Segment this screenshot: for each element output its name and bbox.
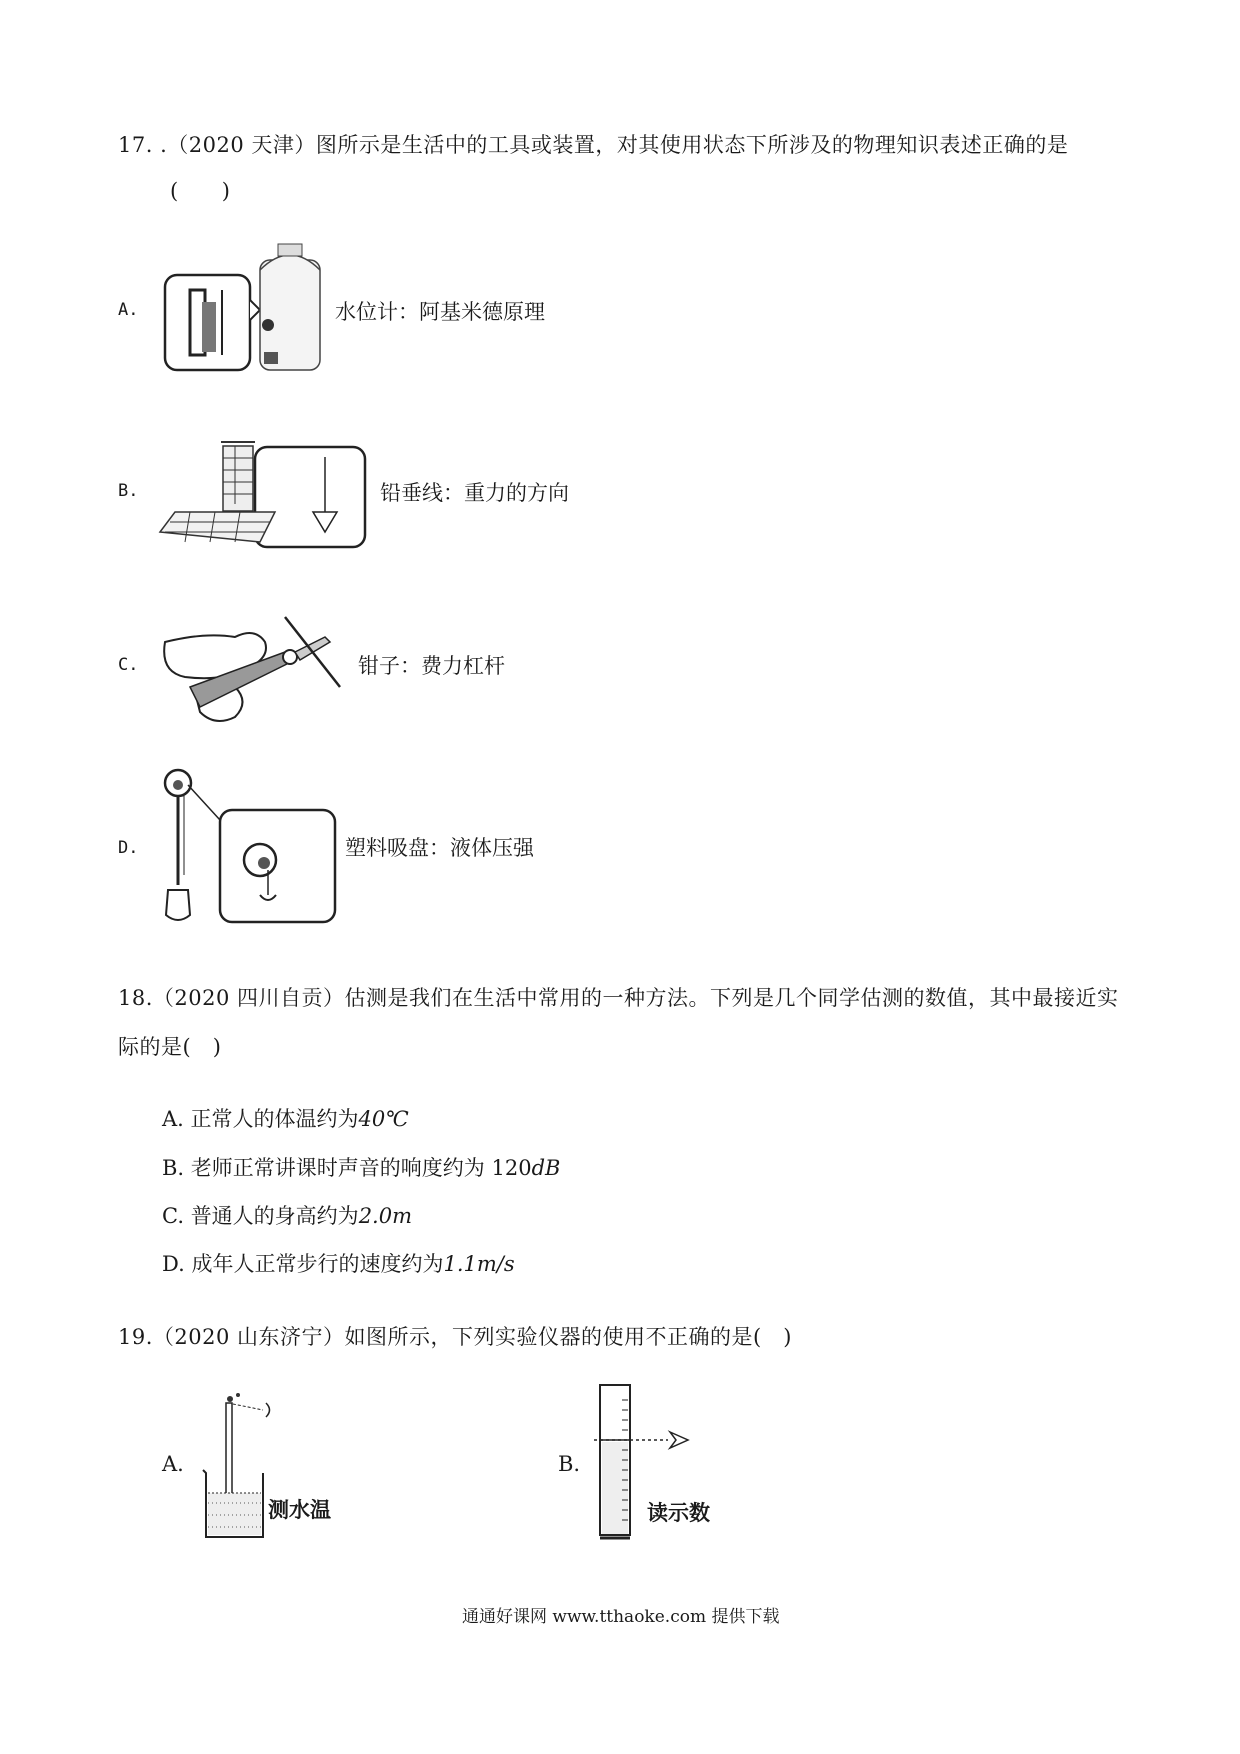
q18-option-d-value: 1.1m/s — [443, 1252, 515, 1276]
q18-option-b-text: 老师正常讲课时声音的响度约为 120 — [190, 1156, 532, 1180]
plumb-line-figure — [155, 432, 375, 557]
q19-option-b-letter: B. — [558, 1452, 581, 1476]
q18-option-b-letter: B. — [162, 1156, 185, 1180]
q17-blank: ( ) — [170, 179, 231, 203]
q18-option-a — [162, 1103, 409, 1133]
q19-stem: 19.（2020 山东济宁）如图所示，下列实验仪器的使用不正确的是( ) — [118, 1325, 792, 1349]
q17-option-c-text: 钳子：费力杠杆 — [358, 654, 505, 678]
q18-option-a-letter: A. — [162, 1107, 184, 1131]
q18-option-d — [162, 1248, 515, 1278]
pliers-figure — [155, 612, 355, 732]
q18-option-d-letter: D. — [162, 1252, 185, 1276]
q19-option-a-caption: 测水温 — [268, 1498, 331, 1522]
q18-option-b — [162, 1152, 560, 1182]
q18-option-c-text: 普通人的身高约为 — [190, 1204, 359, 1228]
q19-option-a-letter: A. — [162, 1452, 184, 1476]
q19-option-b-caption: 读示数 — [647, 1501, 710, 1525]
q18-option-c-letter: C. — [162, 1204, 184, 1228]
q18-stem-line-1: 18.（2020 四川自贡）估测是我们在生活中常用的一种方法。下列是几个同学估测的数值，其中最接近实 — [118, 986, 1119, 1010]
q18-option-a-text: 正常人的体温约为 — [190, 1107, 359, 1131]
q17-option-c-letter: C. — [118, 655, 139, 675]
q17-stem: 17. .（2020 天津）图所示是生活中的工具或装置，对其使用状态下所涉及的物理知识表述正确的是 — [118, 133, 1069, 157]
q17-option-d-text: 塑料吸盘：液体压强 — [345, 836, 534, 860]
q18-option-b-value: dB — [531, 1156, 561, 1180]
q18-option-a-value: 40℃ — [358, 1107, 409, 1131]
q18-option-c — [162, 1200, 412, 1230]
q17-option-b-text: 铅垂线：重力的方向 — [380, 481, 569, 505]
q17-option-b-letter: B. — [118, 481, 139, 501]
suction-cup-figure — [160, 765, 340, 930]
q17-option-d-letter: D. — [118, 838, 139, 858]
q17-option-a-text: 水位计：阿基米德原理 — [335, 300, 545, 324]
q18-stem-line-2: 际的是( ) — [118, 1035, 222, 1059]
q18-option-c-value: 2.0m — [358, 1204, 412, 1228]
page-footer: 通通好课网 www.tthaoke.com 提供下载 — [462, 1607, 780, 1627]
q17-option-a-letter: A. — [118, 300, 139, 320]
water-level-gauge-figure — [160, 240, 330, 375]
q18-option-d-text: 成年人正常步行的速度约为 — [191, 1252, 444, 1276]
